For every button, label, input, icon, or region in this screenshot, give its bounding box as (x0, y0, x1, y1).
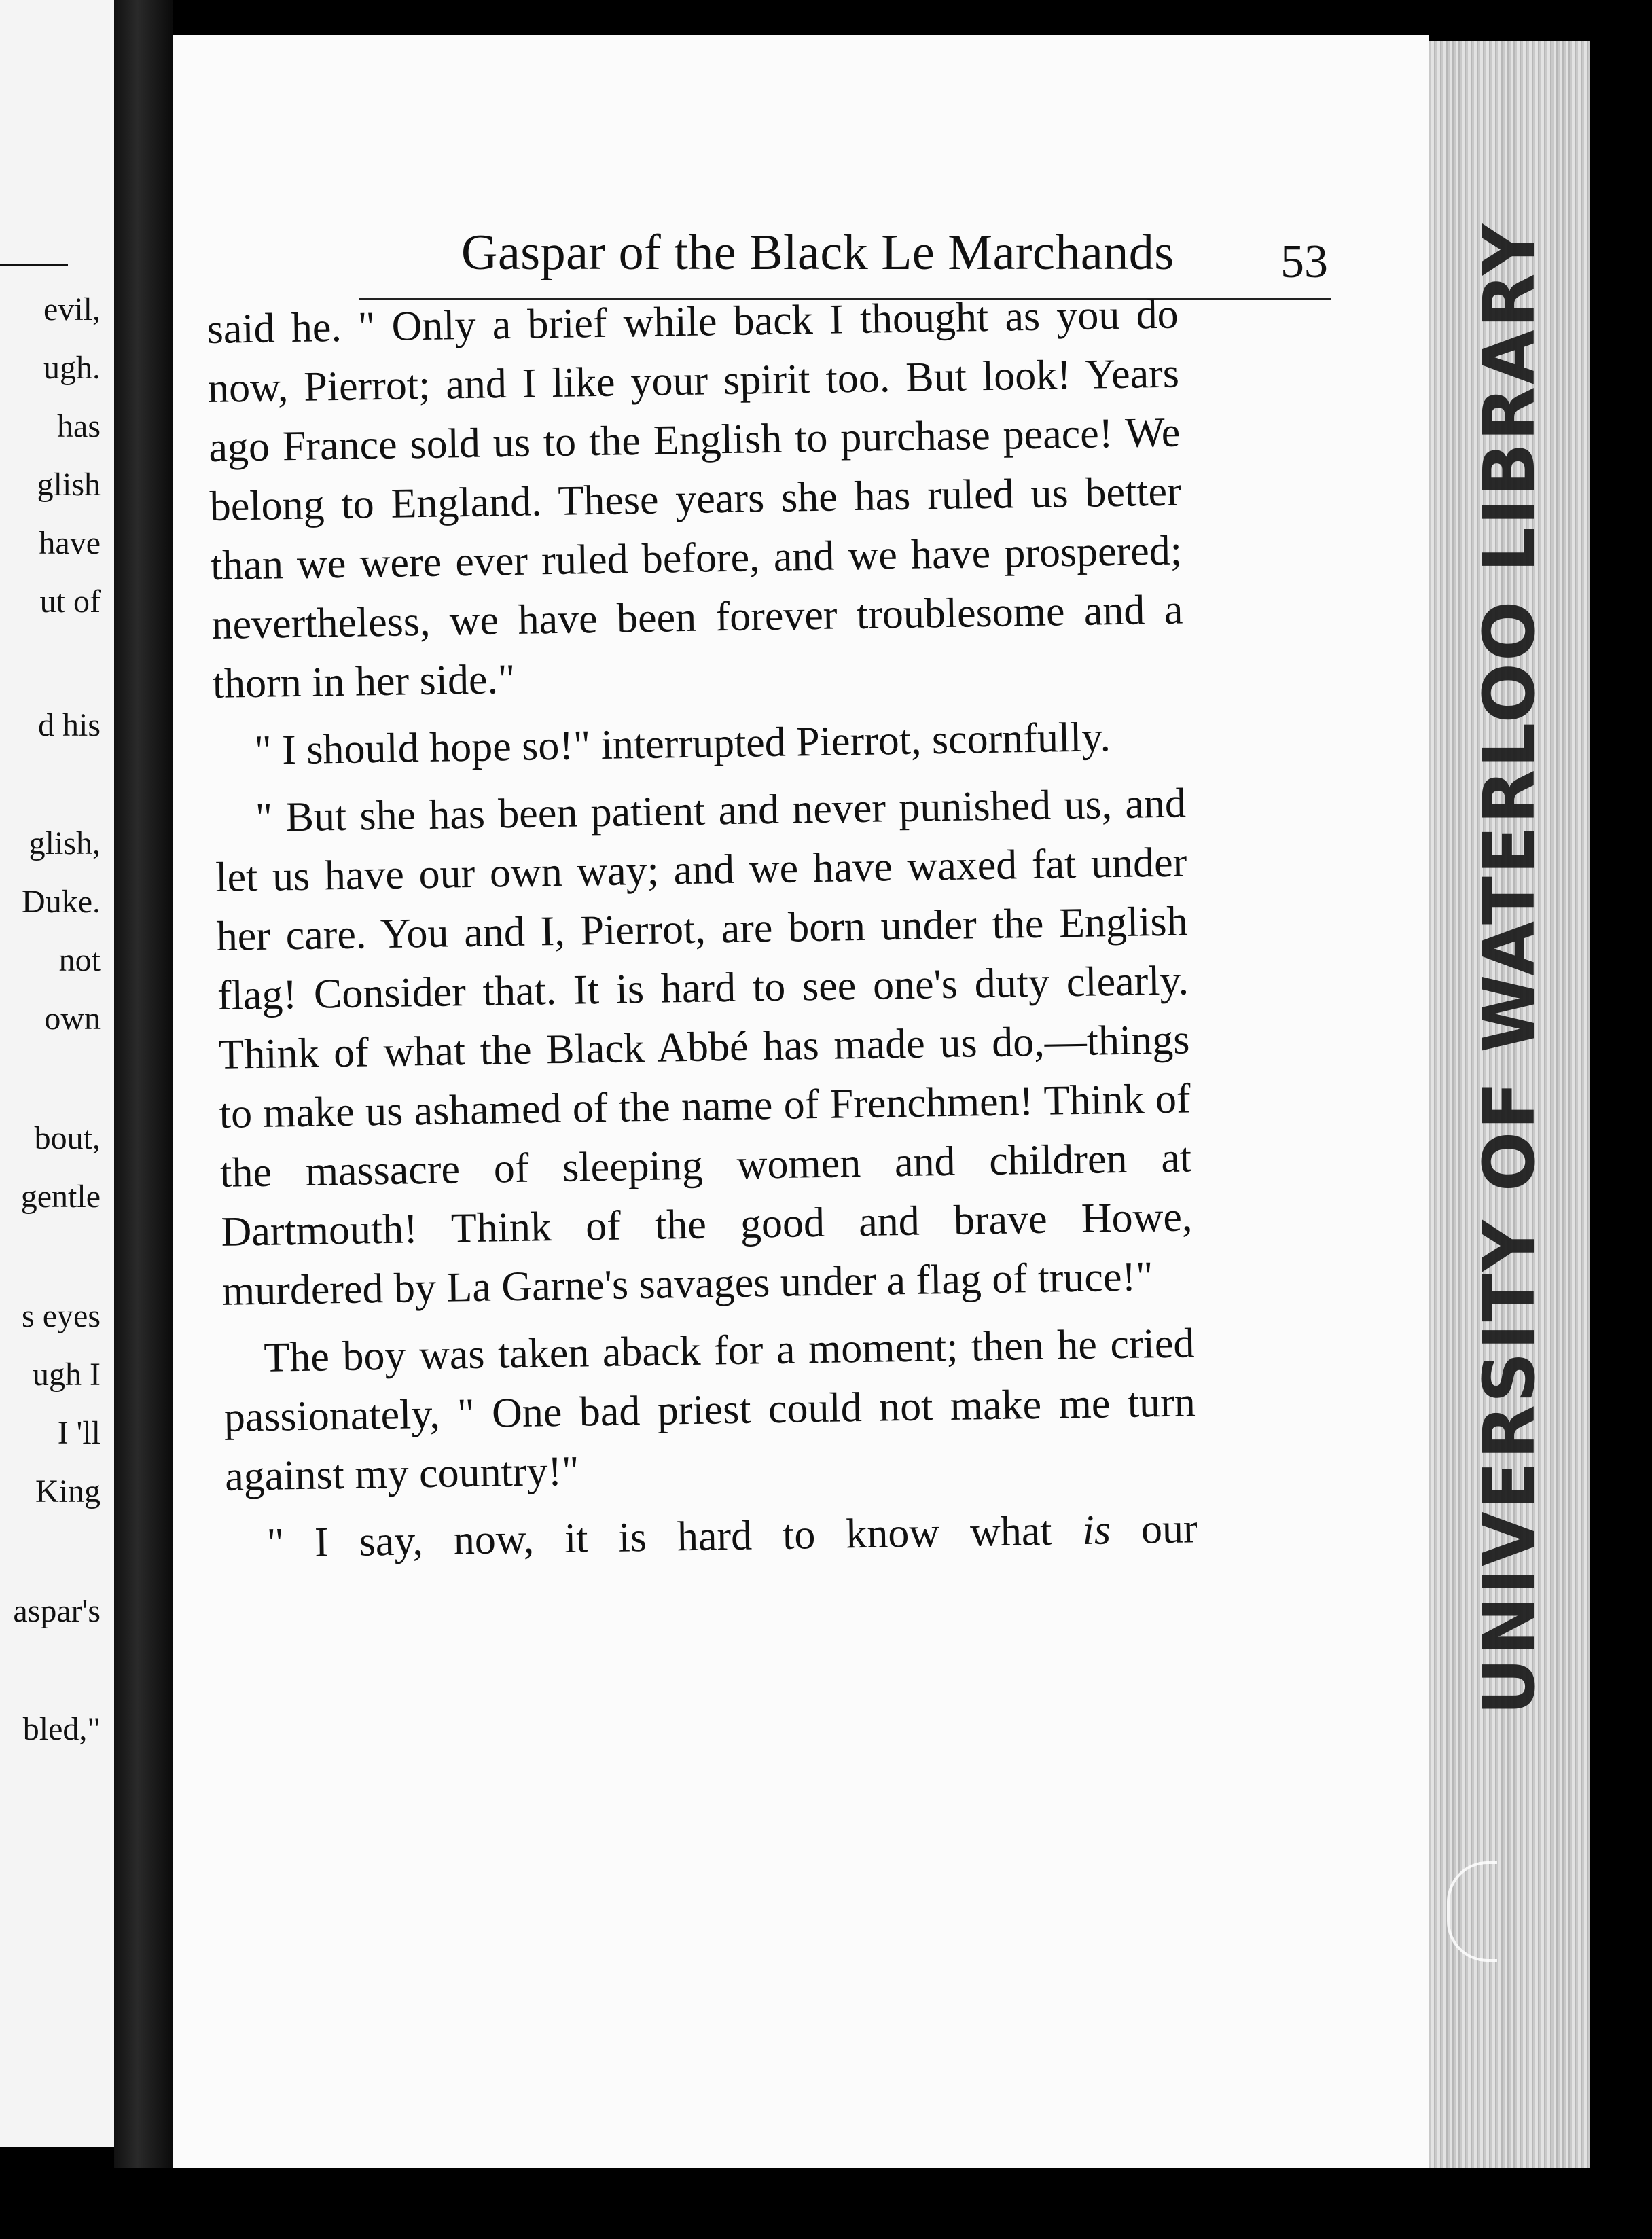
last-line-end: our (1110, 1505, 1198, 1554)
left-page-fragment: Duke. (22, 884, 101, 920)
left-page-fragment: s eyes (22, 1298, 101, 1334)
book-page (173, 35, 1429, 2168)
book-gutter (114, 0, 173, 2239)
left-page-fragment: bled," (22, 1711, 101, 1747)
left-page-fragment: King (35, 1473, 101, 1509)
left-page-fragment: glish, (29, 825, 101, 861)
page-number: 53 (1280, 236, 1328, 288)
paragraph: said he. " Only a brief while back I thought as you do now, Pierrot; and I like your spirit too. But look! Years ago France sold us to the English to purchase peace! We belong to England. These years she has ruled us better than we were ever ruled before, and we have prospered; nevertheless, we have been forever troublesome and a thorn in her side." (206, 291, 1183, 707)
left-page-fragment: glish (37, 467, 101, 503)
emphasis-word: is (1082, 1507, 1111, 1554)
paragraph: The boy was taken aback for a moment; then he cried passionately, " One bad priest could not make me turn against my country!" (223, 1320, 1196, 1500)
paragraph: " But she has been patient and never punished us, and let us have our own way; and we have waxed fat under her care. You and I, Pierrot, are born under the English flag! Consider that. It is hard to see one's duty clearly. Think of what the Black Abbé has made us do,—things to make us ashamed of the name of Frenchmen! Think of the massacre of sleeping women and children at Dartmouth! Think of the good and brave Howe, murdered by La Garne's savages under a flag of truce!" (215, 780, 1193, 1314)
body-text (206, 285, 1198, 1574)
left-page-fragment: have (39, 525, 101, 561)
scan-border (0, 2168, 1652, 2239)
left-page-fragment: evil, (43, 291, 101, 327)
left-page-fragment: has (57, 408, 101, 444)
left-facing-page (0, 0, 114, 2147)
left-page-fragment: ut of (39, 584, 101, 620)
library-stamp: UNIVERSITY OF WATERLOO LIBRARY (1468, 221, 1551, 1715)
left-page-fragment: I 'll (57, 1415, 101, 1451)
last-line-start: " I say, now, it is hard to know what (266, 1507, 1083, 1566)
left-page-fragment: gentle (20, 1179, 101, 1215)
left-page-rule (0, 264, 68, 266)
running-title: Gaspar of the Black Le Marchands (461, 225, 1174, 281)
paragraph: " I should hope so!" interrupted Pierrot, scornfully. (253, 714, 1111, 774)
left-page-fragment: own (44, 1001, 101, 1037)
paragraph (226, 1499, 1198, 1573)
left-page-fragment: not (58, 942, 101, 978)
left-page-fragment: bout, (34, 1120, 101, 1156)
left-page-fragment: ugh. (43, 350, 101, 386)
left-page-fragment: ugh I (33, 1357, 101, 1393)
page-edge (1429, 41, 1590, 2201)
left-page-fragment: aspar's (13, 1593, 101, 1629)
left-page-fragment: d his (37, 707, 101, 743)
